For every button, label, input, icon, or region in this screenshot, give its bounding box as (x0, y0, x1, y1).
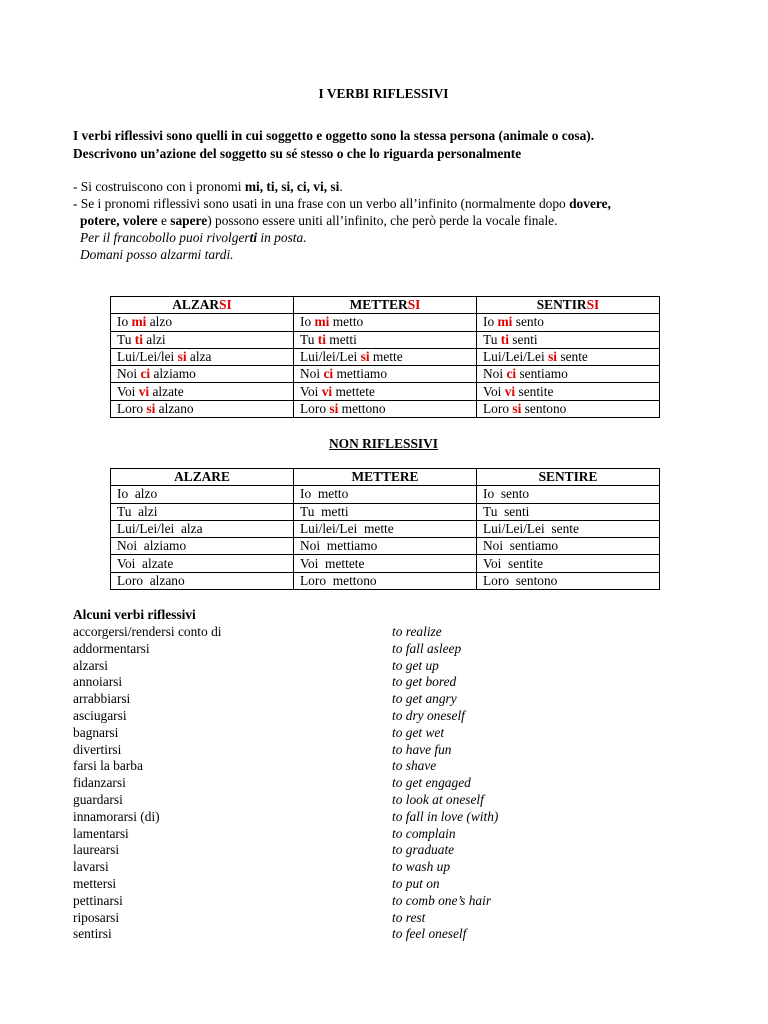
list-item (73, 792, 694, 809)
verb-form: mettete (332, 383, 375, 399)
italian-verb: annoiarsi (73, 674, 123, 690)
table-cell (294, 348, 477, 365)
subject-text: Io (483, 314, 498, 330)
table-cell (477, 331, 660, 348)
subject-text: Lui/Lei/lei (117, 349, 178, 365)
header-alzare: ALZARE (111, 469, 294, 486)
english-translation: to fall asleep (392, 640, 462, 656)
reflexive-pronoun: vi (138, 383, 150, 399)
verb-form: sente (557, 349, 588, 365)
subject-text: Tu (300, 331, 318, 347)
example-1-a: Per il francobollo puoi rivolger (80, 230, 250, 245)
subject-text: Noi (300, 366, 324, 382)
verb-form: mette (369, 349, 403, 365)
reflexive-conjugation-table (110, 296, 660, 418)
english-translation: to dry oneself (392, 707, 465, 723)
list-item (73, 775, 694, 792)
table-cell (477, 348, 660, 365)
subject-text: Noi (483, 366, 507, 382)
reflexive-pronoun: ti (500, 331, 509, 347)
english-translation: to comb one’s hair (392, 892, 492, 908)
table-cell (111, 348, 294, 365)
header-suffix: SI (407, 297, 421, 313)
subject-text: Tu (117, 331, 135, 347)
table-cell (477, 314, 660, 331)
english-translation: to realize (392, 624, 442, 639)
list-item (73, 876, 694, 893)
rule-1-pronouns: mi, ti, si, ci, vi, si (244, 179, 340, 194)
table-cell: Io metto (294, 486, 477, 503)
verb-form: metti (325, 331, 357, 347)
subject-text: Io (300, 314, 315, 330)
table-cell (477, 366, 660, 383)
table-cell: Noi mettiamo (294, 538, 477, 555)
table-row (111, 348, 660, 365)
reflexive-pronoun: si (329, 400, 339, 416)
reflexive-pronoun: si (177, 349, 187, 365)
list-item (73, 641, 694, 658)
table-cell (294, 400, 477, 417)
list-item (73, 658, 694, 675)
table-cell (111, 331, 294, 348)
list-item (73, 758, 694, 775)
reflexive-pronoun: mi (131, 314, 147, 330)
table-row (111, 314, 660, 331)
verb-form: alzo (146, 314, 173, 330)
table-cell: Lui/lei/Lei mette (294, 520, 477, 537)
non-reflexive-conjugation-table (110, 468, 660, 590)
example-1-b: ti (249, 230, 258, 245)
table-header-row (111, 297, 660, 314)
italian-verb: mettersi (73, 875, 117, 891)
reflexive-pronoun: ci (323, 366, 334, 382)
list-item (73, 809, 694, 826)
list-item (73, 725, 694, 742)
reflexive-pronoun: mi (497, 314, 513, 330)
italian-verb: riposarsi (73, 909, 120, 925)
english-translation: to fall in love (with) (392, 808, 499, 824)
italian-verb: asciugarsi (73, 707, 127, 723)
italian-verb: farsi la barba (73, 758, 143, 774)
reflexive-pronoun: ci (140, 366, 151, 382)
table-cell: Voi sentite (477, 555, 660, 572)
table-row (111, 331, 660, 348)
rule-2 (73, 195, 694, 212)
english-translation: to get up (392, 657, 439, 673)
verb-list-title: Alcuni verbi riflessivi (73, 607, 196, 622)
table-row (111, 486, 660, 503)
table-cell: Noi alziamo (111, 538, 294, 555)
english-translation: to put on (392, 875, 440, 891)
list-item (73, 674, 694, 691)
subject-text: Voi (117, 383, 139, 399)
english-translation: to graduate (392, 842, 455, 858)
table-cell: Io alzo (111, 486, 294, 503)
list-item (73, 859, 694, 876)
verb-form: sento (512, 314, 545, 330)
list-item (73, 926, 694, 943)
italian-verb: pettinarsi (73, 892, 123, 908)
verb-form: mettono (338, 400, 386, 416)
italian-verb: arrabbiarsi (73, 691, 131, 707)
verb-form: alzi (142, 331, 166, 347)
english-translation: to get angry (392, 691, 457, 707)
header-suffix: SI (586, 297, 600, 313)
table-cell: Loro alzano (111, 572, 294, 589)
header-mettersi (294, 297, 477, 314)
english-translation: to get wet (392, 724, 445, 740)
list-item (73, 893, 694, 910)
reflexive-pronoun: ti (317, 331, 326, 347)
table-cell (294, 331, 477, 348)
table-cell: Tu alzi (111, 503, 294, 520)
rule-2-sapere: sapere (170, 213, 208, 228)
rules-section (73, 178, 694, 263)
verb-form: sentono (521, 400, 567, 416)
reflexive-pronoun: si (548, 349, 558, 365)
italian-verb: innamorarsi (di) (73, 808, 160, 824)
rule-2-dovere: dovere, (569, 196, 611, 211)
table-row (111, 383, 660, 400)
table-cell (111, 314, 294, 331)
intro-line-1: I verbi riflessivi sono quelli in cui soggetto e oggetto sono la stessa persona (animale o cosa). (73, 128, 595, 143)
subject-text: Lui/lei/Lei (300, 349, 361, 365)
list-item (73, 742, 694, 759)
header-stem: METTER (349, 297, 408, 313)
header-alzarsi (111, 297, 294, 314)
english-translation: to shave (392, 758, 437, 774)
reflexive-pronoun: si (512, 400, 522, 416)
table-header-row (111, 469, 660, 486)
subject-text: Tu (483, 331, 501, 347)
reflexive-pronoun: si (146, 400, 156, 416)
reflexive-pronoun: vi (321, 383, 333, 399)
header-stem: SENTIR (536, 297, 587, 313)
page-title: I VERBI RIFLESSIVI (318, 86, 449, 101)
table-cell (294, 366, 477, 383)
subject-text: Loro (300, 400, 330, 416)
verb-form: alza (186, 349, 212, 365)
verb-form: mettiamo (333, 366, 388, 382)
example-1-c: in posta. (257, 230, 307, 245)
intro-line-2: Descrivono un’azione del soggetto su sé stesso o che lo riguarda personalmente (73, 146, 522, 161)
rule-2-continued (73, 212, 694, 229)
verb-form: sentite (515, 383, 554, 399)
table-row (111, 572, 660, 589)
rule-2-potere: potere, volere (80, 213, 158, 228)
table-cell: Io sento (477, 486, 660, 503)
table-row (111, 538, 660, 555)
rule-2-e: e (157, 213, 171, 228)
verb-form: alzano (155, 400, 194, 416)
header-stem: ALZAR (172, 297, 220, 313)
table-cell: Tu metti (294, 503, 477, 520)
verb-list (73, 624, 694, 943)
rule-1-text: - Si costruiscono con i pronomi (73, 179, 245, 194)
list-item (73, 826, 694, 843)
table-cell: Voi alzate (111, 555, 294, 572)
italian-verb: fidanzarsi (73, 775, 126, 791)
table-cell: Voi mettete (294, 555, 477, 572)
english-translation: to wash up (392, 859, 451, 875)
english-translation: to look at oneself (392, 791, 484, 807)
table-cell (111, 366, 294, 383)
table-row (111, 366, 660, 383)
table-row (111, 503, 660, 520)
reflexive-pronoun: ti (134, 331, 143, 347)
italian-verb: lavarsi (73, 859, 109, 875)
table-cell (111, 383, 294, 400)
header-suffix: SI (219, 297, 232, 313)
verb-form: sentiamo (516, 366, 568, 382)
table-cell (111, 400, 294, 417)
table-cell (294, 314, 477, 331)
intro-paragraph (73, 127, 694, 163)
list-item (73, 691, 694, 708)
english-translation: to have fun (392, 741, 452, 757)
list-item (73, 842, 694, 859)
header-sentirsi (477, 297, 660, 314)
subject-text: Voi (300, 383, 322, 399)
non-reflexive-title: NON RIFLESSIVI (328, 436, 438, 451)
italian-verb: laurearsi (73, 842, 120, 858)
english-translation: to get engaged (392, 775, 471, 791)
italian-verb: alzarsi (73, 657, 108, 673)
reflexive-pronoun: si (360, 349, 370, 365)
example-2: Domani posso alzarmi tardi. (80, 247, 234, 262)
italian-verb: divertirsi (73, 741, 122, 757)
table-cell (294, 383, 477, 400)
verb-form: alziamo (150, 366, 196, 382)
subject-text: Lui/Lei/Lei (483, 349, 549, 365)
list-item (73, 708, 694, 725)
italian-verb: accorgersi/rendersi conto di (73, 624, 222, 639)
reflexive-pronoun: vi (504, 383, 516, 399)
verb-form: alzate (149, 383, 184, 399)
reflexive-pronoun: mi (314, 314, 330, 330)
list-item (73, 624, 694, 641)
subject-text: Noi (117, 366, 141, 382)
table-cell: Loro sentono (477, 572, 660, 589)
english-translation: to rest (392, 909, 426, 925)
rule-2-text: - Se i pronomi riflessivi sono usati in una frase con un verbo all’infinito (normalmente dopo (73, 196, 570, 211)
reflexive-pronoun: ci (506, 366, 517, 382)
table-cell: Loro mettono (294, 572, 477, 589)
table-cell: Noi sentiamo (477, 538, 660, 555)
rule-1 (73, 178, 694, 195)
italian-verb: guardarsi (73, 791, 123, 807)
table-cell: Lui/Lei/lei alza (111, 520, 294, 537)
rule-2-end: ) possono essere uniti all’infinito, che però perde la vocale finale. (207, 213, 558, 228)
english-translation: to get bored (392, 674, 457, 690)
table-row (111, 520, 660, 537)
table-cell (477, 383, 660, 400)
subject-text: Voi (483, 383, 505, 399)
italian-verb: sentirsi (73, 926, 112, 942)
subject-text: Loro (483, 400, 513, 416)
header-sentire: SENTIRE (477, 469, 660, 486)
verb-form: senti (508, 331, 538, 347)
italian-verb: lamentarsi (73, 825, 129, 841)
subject-text: Io (117, 314, 132, 330)
subject-text: Loro (117, 400, 147, 416)
example-1 (73, 229, 694, 246)
table-cell (477, 400, 660, 417)
header-mettere: METTERE (294, 469, 477, 486)
italian-verb: addormentarsi (73, 640, 150, 656)
english-translation: to feel oneself (392, 926, 467, 942)
rule-1-end: . (339, 179, 343, 194)
list-item (73, 910, 694, 927)
english-translation: to complain (392, 825, 456, 841)
verb-form: metto (329, 314, 364, 330)
table-cell: Tu senti (477, 503, 660, 520)
table-row (111, 555, 660, 572)
table-cell: Lui/Lei/Lei sente (477, 520, 660, 537)
italian-verb: bagnarsi (73, 724, 119, 740)
table-row (111, 400, 660, 417)
